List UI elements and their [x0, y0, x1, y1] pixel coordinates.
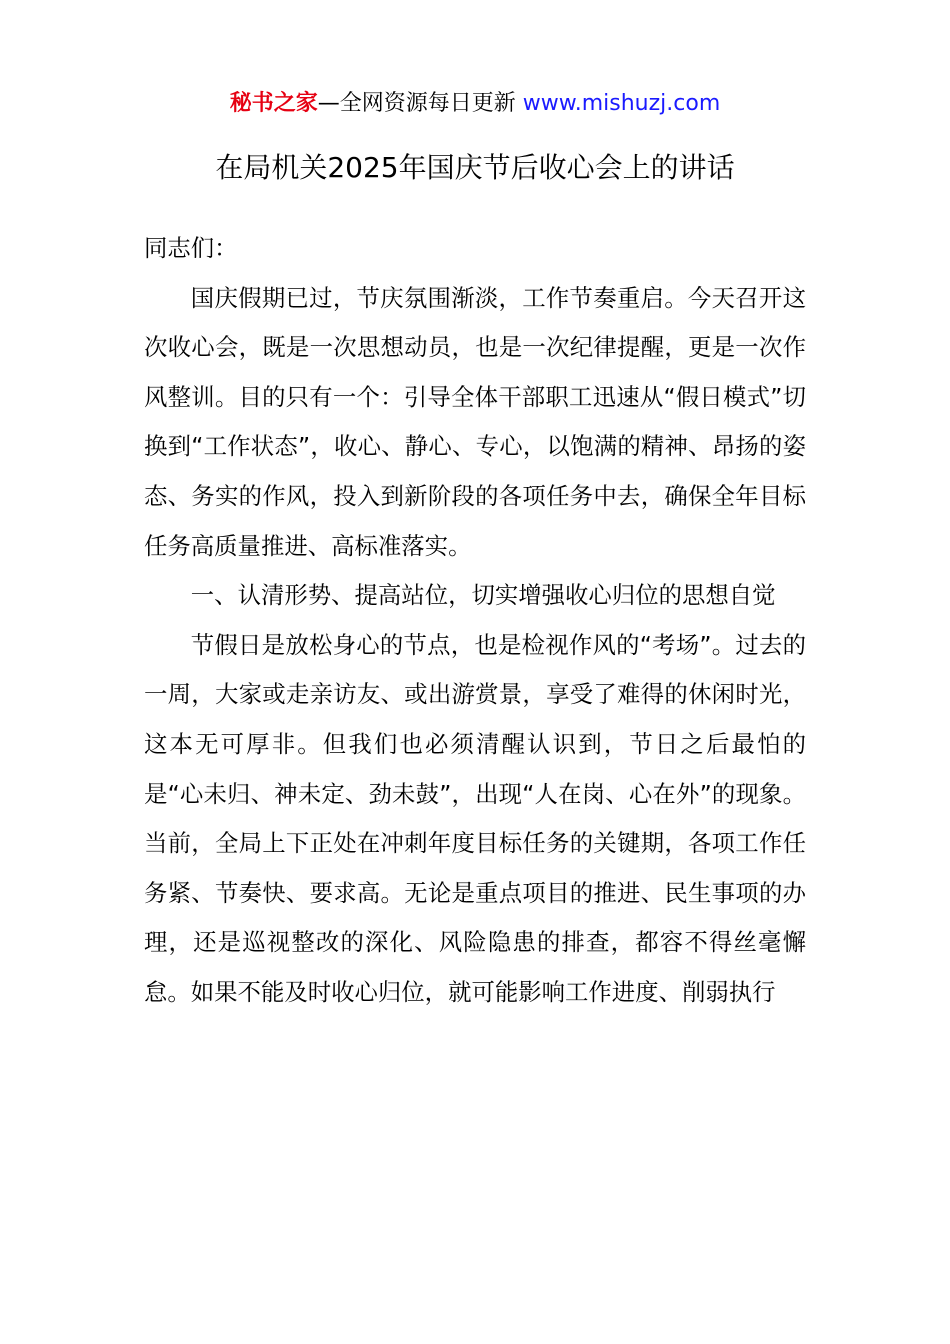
paragraph-intro: 国庆假期已过，节庆氛围渐淡，工作节奏重启。今天召开这次收心会，既是一次思想动员，也是一次纪律提醒，更是一次作风整训。目的只有一个：引导全体干部职工迅速从“假日模式”切换到“工作状态”，收心、静心、专心，以饱满的精神、昂扬的姿态、务实的作风，投入到新阶段的各项任务中去，确保全年目标任务高质量推进、高标准落实。 [144, 283, 806, 560]
document-title: 在局机关2025年国庆节后收心会上的讲话 [215, 151, 735, 184]
paragraph-section-1: 节假日是放松身心的节点，也是检视作风的“考场”。过去的一周，大家或走亲访友、或出游赏景，享受了难得的休闲时光，这本无可厚非。但我们也必须清醒认识到，节日之后最怕的是“心未归、神未定、劲未鼓”，出现“人在岗、心在外”的现象。当前，全局上下正处在冲刺年度目标任务的关键期，各项工作任务紧、节奏快、要求高。无论是重点项目的推进、民生事项的办理，还是巡视整改的深化、风险隐患的排查，都容不得丝毫懈怠。如果不能及时收心归位，就可能影响工作进度、削弱执行 [144, 630, 806, 1006]
site-tagline: —全网资源每日更新 [317, 91, 523, 116]
document-body [144, 224, 806, 1018]
salutation: 同志们： [144, 234, 238, 262]
site-link[interactable]: www.mishuzj.com [522, 91, 721, 116]
site-header [0, 88, 950, 120]
section-heading-1: 一、认清形势、提高站位，切实增强收心归位的思想自觉 [190, 581, 776, 610]
site-brand: 秘书之家 [229, 91, 318, 116]
